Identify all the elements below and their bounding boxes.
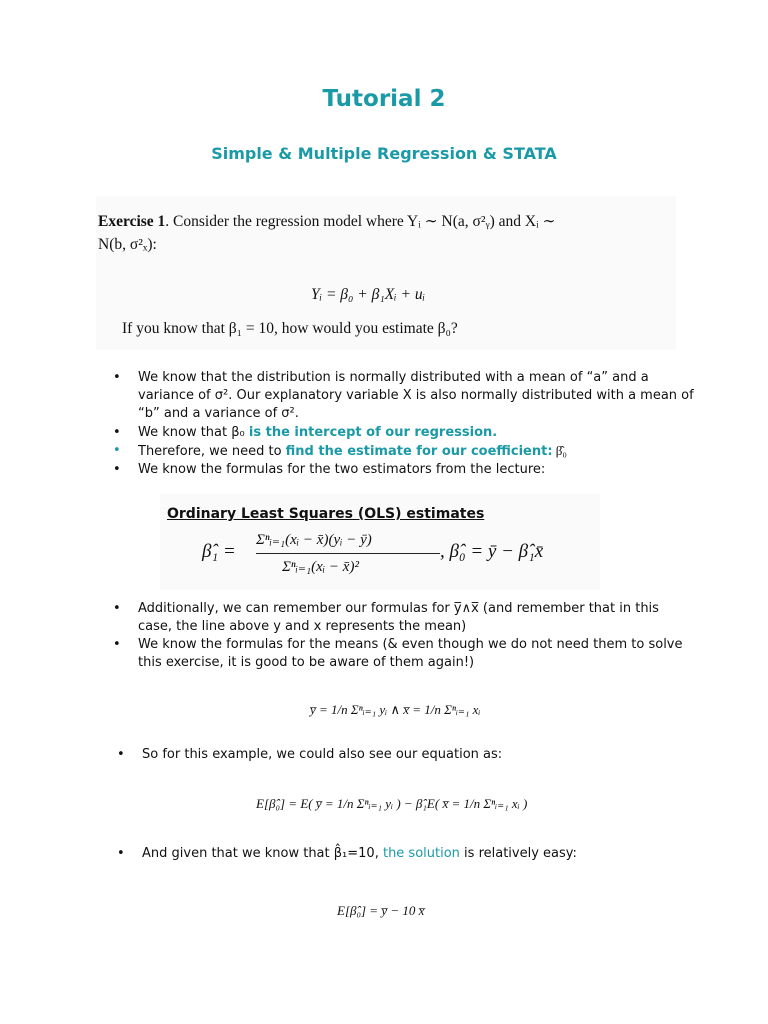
fraction-bar — [256, 553, 440, 554]
means-equation: y̅ = 1/n Σⁿᵢ₌₁ yᵢ ∧ x̅ = 1/n Σⁿᵢ₌₁ xᵢ — [310, 702, 481, 717]
bullet-text-line: Additionally, we can remember our formulas for y̅∧x̅ (and remember that in this — [138, 601, 659, 616]
solution-equation: E[β̂₀] = y̅ − 10 x̅ — [337, 903, 425, 918]
bullet-marker: • — [113, 443, 121, 458]
page-title: Tutorial 2 — [322, 86, 446, 112]
bullet-text-line: variance of σ². Our explanatory variable X is also normally distributed with a mean of — [138, 388, 694, 403]
highlight-text: find the estimate for our coefficient: — [285, 444, 553, 459]
bullet-marker: • — [117, 846, 125, 861]
bullet-text-line: this exercise, it is good to be aware of them again!) — [138, 655, 475, 670]
bullet-marker: • — [113, 425, 121, 440]
bullet-text-line: We know the formulas for the means (& even though we do not need them to solve — [138, 637, 683, 652]
exercise-line-2: N(b, σ²ₓ): — [98, 236, 157, 253]
bullet-text: Therefore, we need to — [138, 444, 286, 459]
bullet-additionally — [138, 600, 659, 636]
beta0-formula: , β̂₀ = ȳ − β̂₁x̄ — [440, 541, 544, 562]
exercise-statement — [98, 212, 556, 231]
bullet-text-line: We know that the distribution is normally distributed with a mean of “a” and a — [138, 370, 649, 385]
bullet-solution — [142, 845, 577, 863]
ols-title: Ordinary Least Squares (OLS) estimates — [167, 506, 485, 522]
bullet-distribution — [138, 369, 694, 423]
bullet-intercept — [138, 424, 497, 442]
expectation-equation: E[β̂₀] = E( y̅ = 1/n Σⁿᵢ₌₁ yᵢ ) − β̂₁E( x̅ = 1/n Σⁿᵢ₌₁ xᵢ ) — [256, 796, 528, 811]
beta1-denominator: Σⁿᵢ₌₁(xᵢ − x̄)² — [282, 559, 359, 575]
bullet-text: β̂₀ — [552, 443, 567, 458]
page-subtitle: Simple & Multiple Regression & STATA — [211, 144, 557, 163]
bullet-text-line: case, the line above y and x represents the mean) — [138, 619, 467, 634]
beta1-lhs: β̂₁ = — [202, 541, 236, 562]
bullet-means — [138, 636, 683, 672]
bullet-marker: • — [113, 462, 121, 477]
exercise-line-1: . Consider the regression model where Yᵢ ∼ N(a, σ²ᵧ) and Xᵢ ∼ — [165, 213, 556, 230]
bullet-example: So for this example, we could also see our equation as: — [142, 747, 503, 762]
bullet-text: And given that we know that β̂₁=10, — [142, 846, 383, 861]
bullet-estimate — [138, 442, 567, 461]
bullet-marker: • — [117, 747, 125, 762]
bullet-text: is relatively easy: — [459, 846, 577, 861]
bullet-marker: • — [113, 370, 121, 385]
bullet-text-line: “b” and a variance of σ². — [138, 406, 299, 421]
highlight-text: is the intercept of our regression. — [248, 425, 498, 440]
highlight-text: the solution — [382, 846, 460, 861]
bullet-marker: • — [113, 637, 121, 652]
exercise-label: Exercise 1 — [98, 213, 166, 230]
exercise-question: If you know that β₁ = 10, how would you estimate β₀? — [122, 320, 458, 337]
model-equation: Yᵢ = β₀ + β₁Xᵢ + uᵢ — [311, 286, 426, 303]
bullet-formulas: We know the formulas for the two estimators from the lecture: — [138, 462, 546, 477]
bullet-marker: • — [113, 601, 121, 616]
beta1-numerator: Σⁿᵢ₌₁(xᵢ − x̄)(yᵢ − ȳ) — [256, 532, 372, 548]
bullet-text: We know that β₀ — [138, 425, 249, 440]
